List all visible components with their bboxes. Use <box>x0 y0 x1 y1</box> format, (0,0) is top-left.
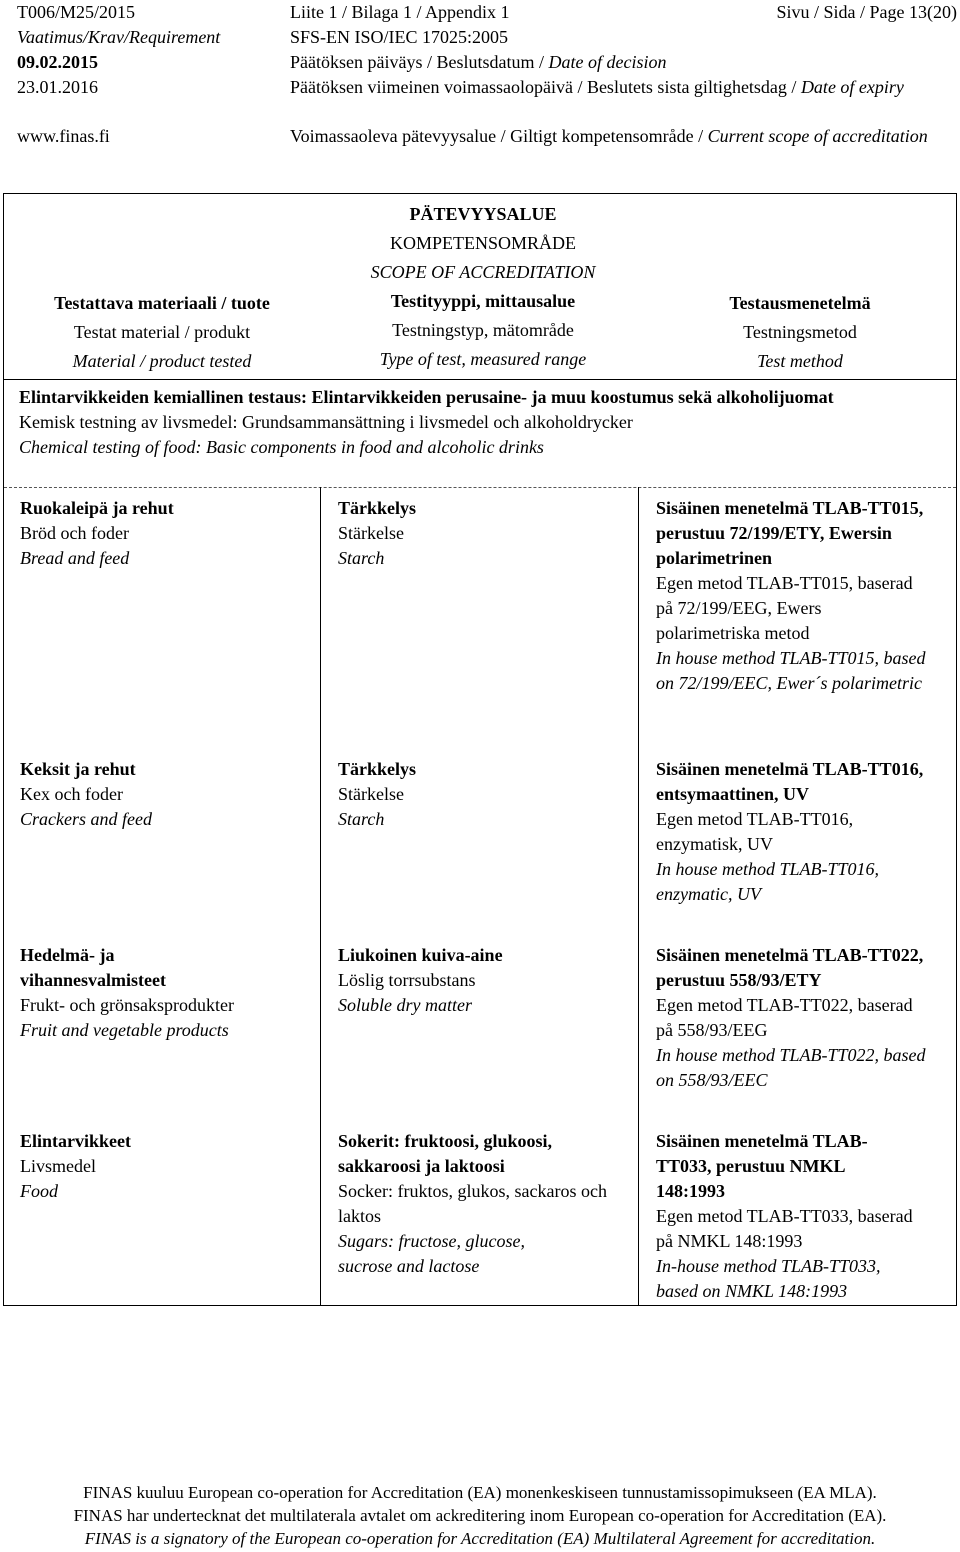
expiry-label: Päätöksen viimeinen voimassaolopäivä / Beslutets sista giltighetsdag / Date of expiry <box>290 77 904 97</box>
scope-table <box>3 193 957 1306</box>
page-number: Sivu / Sida / Page 13(20) <box>776 2 957 22</box>
footer-en: FINAS is a signatory of the European co-operation for Accreditation (EA) Multilateral Agreement for accreditation. <box>84 1529 876 1548</box>
column-divider-1 <box>320 487 321 1305</box>
standard-name: SFS-EN ISO/IEC 17025:2005 <box>290 27 509 47</box>
table-header <box>4 194 956 380</box>
requirement-label: Vaatimus/Krav/Requirement <box>17 27 221 47</box>
header-row-4 <box>17 75 957 124</box>
scope-title-en: SCOPE OF ACCREDITATION <box>370 262 596 282</box>
row2-material-en: Crackers and feed <box>20 809 152 829</box>
expiry-date: 23.01.2016 <box>17 77 98 97</box>
row2-material-fi: Keksit ja rehut <box>20 759 136 779</box>
col1-header-en: Material / product tested <box>72 351 252 371</box>
row3-material-sv: Frukt- och grönsaksprodukter <box>20 995 234 1015</box>
row4-material-sv: Livsmedel <box>20 1156 96 1176</box>
row1-material-fi: Ruokaleipä ja rehut <box>20 498 174 518</box>
row3-method-sv: Egen metod TLAB-TT022, baserad på 558/93/EEG <box>656 995 913 1040</box>
row2-method-en: In house method TLAB-TT016, enzymatic, UV <box>656 859 880 904</box>
scope-label: Voimassaoleva pätevyysalue / Giltigt kompetensområde / Current scope of accreditation <box>290 126 928 146</box>
col3-header-fi: Testausmenetelmä <box>729 293 871 313</box>
col1-header <box>18 289 306 376</box>
row2-material <box>20 757 310 832</box>
row2-method <box>656 757 946 907</box>
section-heading-sv: Kemisk testning av livsmedel: Grundsammansättning i livsmedel och alkoholdrycker <box>19 412 633 432</box>
row2-method-fi: Sisäinen menetelmä TLAB-TT016, entsymaattinen, UV <box>656 759 924 804</box>
col2-header-fi: Testityyppi, mittausalue <box>390 291 576 311</box>
row1-material-en: Bread and feed <box>20 548 130 568</box>
col3-header-en: Test method <box>757 351 843 371</box>
row1-method <box>656 496 926 696</box>
row1-test-sv: Stärkelse <box>338 523 404 543</box>
scope-title-sv: KOMPETENSOMRÅDE <box>389 233 576 253</box>
row2-test <box>338 757 638 832</box>
row1-method-fi: Sisäinen menetelmä TLAB-TT015, perustuu 72/199/ETY, Ewersin polarimetrinen <box>656 498 924 568</box>
row3-test-fi: Liukoinen kuiva-aine <box>338 945 503 965</box>
row2-material-sv: Kex och foder <box>20 784 123 804</box>
col2-header-en: Type of test, measured range <box>379 349 587 369</box>
section-heading <box>19 385 939 460</box>
col2-header-sv: Testningstyp, mätområde <box>392 320 574 340</box>
col1-header-fi: Testattava materiaali / tuote <box>54 293 270 313</box>
row1-material <box>20 496 310 571</box>
accreditation-footer <box>0 1481 960 1550</box>
row4-method-sv: Egen metod TLAB-TT033, baserad på NMKL 148:1993 <box>656 1206 913 1251</box>
row3-method-en: In house method TLAB-TT022, based on 558/93/EEC <box>656 1045 926 1090</box>
row3-material-en: Fruit and vegetable products <box>20 1020 229 1040</box>
row3-test-sv: Löslig torrsubstans <box>338 970 476 990</box>
row4-material-fi: Elintarvikkeet <box>20 1131 131 1151</box>
decision-date: 09.02.2015 <box>17 52 98 72</box>
row2-test-en: Starch <box>338 809 385 829</box>
row1-test <box>338 496 638 571</box>
website-link[interactable]: www.finas.fi <box>17 126 110 146</box>
footer-fi: FINAS kuuluu European co-operation for Accreditation (EA) monenkeskiseen tunnustamissopimukseen (EA MLA). <box>83 1483 877 1502</box>
row4-material <box>20 1129 310 1204</box>
row3-material-fi: Hedelmä- ja vihannesvalmisteet <box>20 945 166 990</box>
row1-test-fi: Tärkkelys <box>338 498 417 518</box>
row4-method <box>656 1129 926 1304</box>
section-heading-en: Chemical testing of food: Basic components in food and alcoholic drinks <box>19 437 544 457</box>
column-divider-2 <box>638 487 639 1305</box>
row1-method-en: In house method TLAB-TT015, based on 72/199/EEC, Ewer´s polarimetric <box>656 648 926 693</box>
row3-material <box>20 943 310 1043</box>
row2-test-fi: Tärkkelys <box>338 759 417 779</box>
section-heading-fi: Elintarvikkeiden kemiallinen testaus: Elintarvikkeiden perusaine- ja muu koostumus sekä alkoholijuomat <box>19 387 834 407</box>
row4-test-sv: Socker: fruktos, glukos, sackaros och laktos <box>338 1181 607 1226</box>
row1-method-sv: Egen metod TLAB-TT015, baserad på 72/199/EEG, Ewers polarimetriska metod <box>656 573 913 643</box>
row4-method-en: In-house method TLAB-TT033, based on NMKL 148:1993 <box>656 1256 881 1301</box>
scope-title-fi: PÄTEVYYSALUE <box>409 204 557 224</box>
header-row-1 <box>17 0 957 25</box>
col3-header-sv: Testningsmetod <box>743 322 857 342</box>
row3-method <box>656 943 926 1093</box>
col3-header <box>642 289 958 376</box>
appendix-label: Liite 1 / Bilaga 1 / Appendix 1 <box>290 2 510 22</box>
row4-method-fi: Sisäinen menetelmä TLAB-TT033, perustuu NMKL 148:1993 <box>656 1131 868 1201</box>
row3-test <box>338 943 638 1018</box>
row4-test <box>338 1129 628 1279</box>
row2-test-sv: Stärkelse <box>338 784 404 804</box>
header-row-3 <box>17 50 957 75</box>
decision-label: Päätöksen päiväys / Beslutsdatum / Date of decision <box>290 52 667 72</box>
header-row-2 <box>17 25 957 50</box>
document-header <box>17 0 957 173</box>
row4-test-en: Sugars: fructose, glucose, sucrose and lactose <box>338 1231 525 1276</box>
document-id: T006/M25/2015 <box>17 2 136 22</box>
row3-method-fi: Sisäinen menetelmä TLAB-TT022, perustuu 558/93/ETY <box>656 945 924 990</box>
header-row-5 <box>17 124 957 173</box>
col1-header-sv: Testat material / produkt <box>73 322 251 342</box>
footer-sv: FINAS har undertecknat det multilaterala avtalet om ackreditering inom European co-operation for Accreditation (EA). <box>73 1506 887 1525</box>
scope-title <box>324 200 642 374</box>
row2-method-sv: Egen metod TLAB-TT016, enzymatisk, UV <box>656 809 854 854</box>
row4-material-en: Food <box>20 1181 58 1201</box>
row4-test-fi: Sokerit: fruktoosi, glukoosi, sakkaroosi ja laktoosi <box>338 1131 553 1176</box>
row1-test-en: Starch <box>338 548 385 568</box>
row3-test-en: Soluble dry matter <box>338 995 472 1015</box>
row1-material-sv: Bröd och foder <box>20 523 129 543</box>
section-divider <box>4 487 956 488</box>
